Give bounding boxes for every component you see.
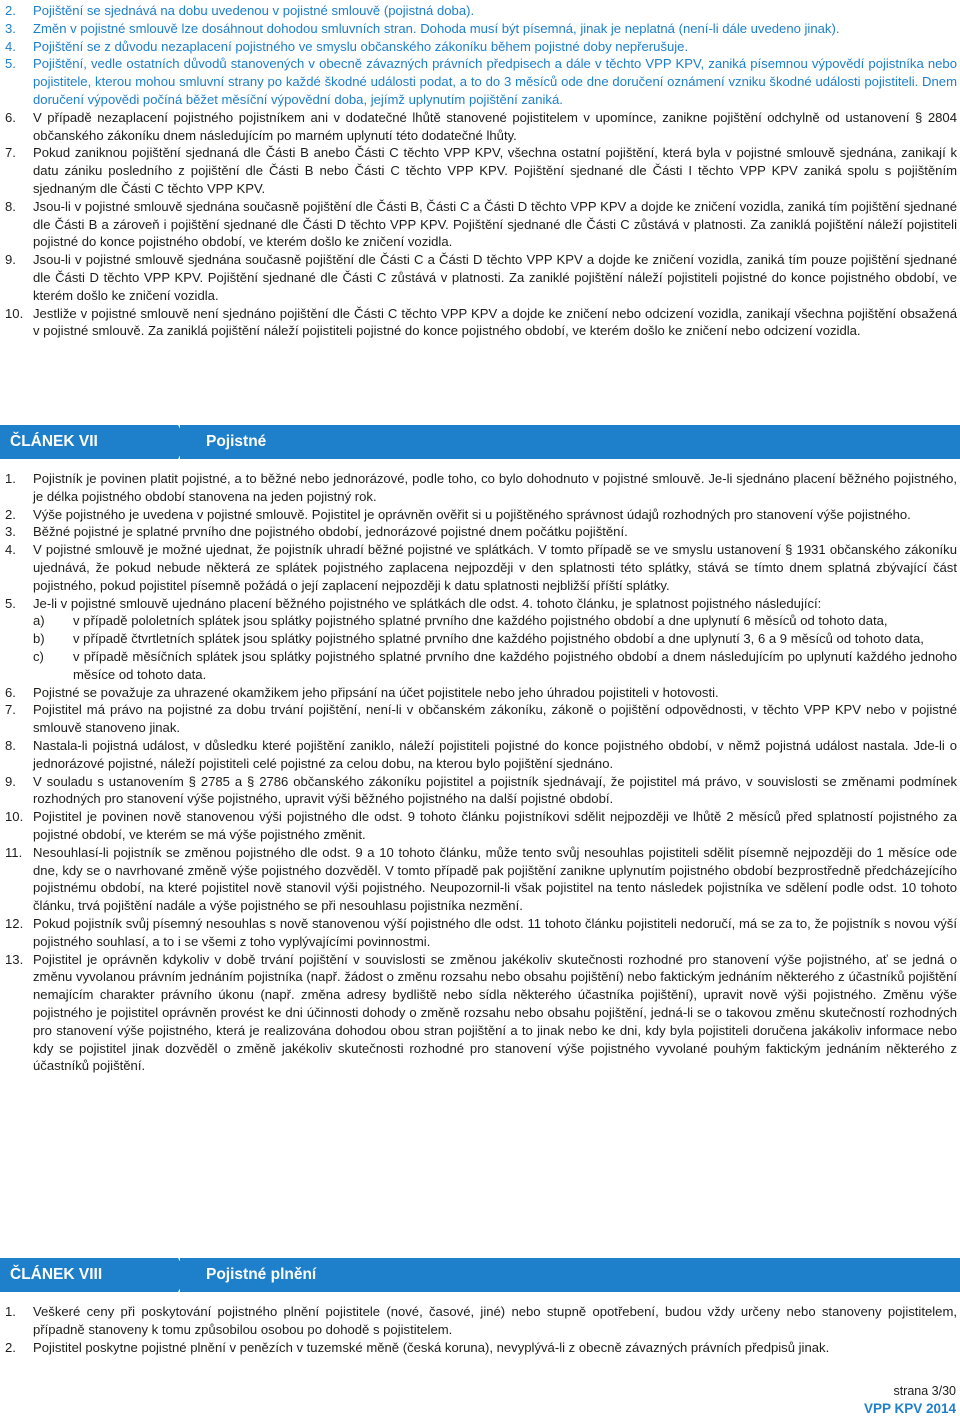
item-number: 10.: [5, 809, 24, 825]
item-text: Pojištění se sjednává na dobu uvedenou v pojistné smlouvě (pojistná doba).: [33, 3, 475, 18]
list-item: [5, 684, 957, 702]
sub-item-letter: c): [33, 648, 44, 664]
item-text: Pokud pojistník svůj písemný nesouhlas s nově stanovenou výší pojistného dle odst. 11 tohoto článku pojistiteli nedoručí, má se za to, že pojistník s novou výší pojistného souhlasí, a to i se všemi z toho vyplývajícími povinnostmi.: [33, 915, 957, 949]
list-item: [5, 305, 957, 341]
list-item: [5, 506, 957, 524]
item-number: 11.: [5, 844, 23, 860]
sub-item-letter: a): [33, 613, 45, 629]
item-number: 4.: [5, 542, 16, 558]
item-number: 13.: [5, 951, 24, 967]
sub-item: [5, 648, 957, 684]
list-item: [5, 1303, 957, 1339]
article-heading: [0, 1258, 960, 1292]
item-text: Pojistitel má právo na pojistné za dobu trvání pojištění, není-li v občanském zákoníku, zákoně o pojištění odpovědnosti, v těchto VPP KPV nebo v pojistné smlouvě stanoveno jinak.: [33, 702, 957, 736]
article-heading: [0, 425, 960, 459]
list-item: [5, 737, 957, 773]
sub-item: [5, 612, 957, 630]
article-title: Pojistné plnění: [180, 1258, 960, 1292]
item-number: 3.: [5, 524, 16, 540]
sub-item-text: v případě měsíčních splátek jsou splátky pojistného splatné prvního dne každého pojistného období a dnem následujícím po uplynutí každého jednoho měsíce od tohoto data.: [73, 648, 957, 682]
item-text: Pojištění se z důvodu nezaplacení pojistného ve smyslu občanského zákoníku během pojistné doby nepřerušuje.: [33, 38, 689, 54]
item-text: V souladu s ustanovením § 2785 a § 2786 občanského zákoníku pojistitel a pojistník sjednávají, že pojistitel má právo, v souvislosti se změnami podmínek rozhodných pro stanovení výše pojistného, upravit výši běžného pojistného na další pojistné období.: [33, 773, 957, 807]
item-number: 2.: [5, 1339, 16, 1355]
list-item: [5, 470, 957, 506]
item-number: 1.: [5, 471, 16, 486]
item-text: Jestliže v pojistné smlouvě není sjednáno pojištění dle Části C těchto VPP KPV a dojde ke zničení nebo odcizení vozidla, zanikají všechna pojištění obsažená v pojistné smlouvě. Za zaniklá pojištění náleží pojistiteli pojistné do konce pojistného období, ve kterém došlo ke zničení nebo odcizení vozidla.: [33, 305, 957, 339]
item-text: Pojistitel je oprávněn kdykoliv v době trvání pojištění v souvislosti se změnou jakékoliv skutečnosti rozhodné pro stanovení výše pojistného, ať se jedná o změnu vyvolanou právním jednáním pojistníka (např. žádost o změnu rozsahu nebo obsahu pojištění) nebo faktickým jednáním některého z účastníků pojištění nemajícím charakter právního úkonu (např. změna adresy bydliště nebo sídla některého účastníka pojištění), upravit nově výši pojistného. Změnu výše pojistného je pojistitel oprávněn provést ke dni účinnosti dohody o změně rozsahu nebo obsahu pojištění, jedná-li se o takovou změnu skutečností rozhodných pro stanovení výše pojistného, která je realizována dohodou obou stran pojištění a to jinak nebo ke dni, kdy byla pojistiteli doručena jakákoliv informace nebo kdy se pojistitel jinak dozvěděl o změně jakékoliv skutečnosti rozhodné pro stanovení výše pojistného vyvolané pouhým faktickým jednáním některého z účastníků pojištění.: [33, 951, 957, 1074]
article-7-list: [5, 470, 957, 1075]
item-text: Změn v pojistné smlouvě lze dosáhnout dohodou smluvních stran. Dohoda musí být písemná, jinak je neplatná (není-li dále uvedeno jinak).: [33, 20, 840, 36]
list-item: [5, 541, 957, 594]
article-8-list: [5, 1303, 957, 1356]
list-item: [5, 595, 957, 613]
item-text: Pojistitel je povinen nově stanovenou výši pojistného dle odst. 9 tohoto článku pojistníkovi sdělit nejpozději ve lhůtě 2 měsíců před splatností pojistného za pojistné období, ve kterém se má výše pojistného změnit.: [33, 809, 957, 842]
item-text: V pojistné smlouvě je možné ujednat, že pojistník uhradí běžné pojistné ve splátkách. V tomto případě se ve smyslu ustanovení § 1931 občanského zákoníku ujednává, že pokud nebude některá ze splátek pojistného zaplacena nejpozději v den splatnosti této splátky, stává se tímto dnem splatná zbývající část pojistného, pokud pojistitel písemně požádá o její zaplacení nejpozději k datu splatnosti nejbližší příští splátky.: [33, 542, 957, 593]
item-number: 12.: [5, 915, 24, 931]
item-number: 1.: [5, 1304, 16, 1319]
item-number: 7.: [5, 145, 16, 161]
item-text: Pojistitel poskytne pojistné plnění v penězích v tuzemské měně (česká koruna), nevyplývá-li z obecně závazných právních předpisů jinak.: [33, 1339, 830, 1355]
item-number: 9.: [5, 252, 16, 268]
item-number: 3.: [5, 20, 16, 36]
item-number: 5.: [5, 56, 16, 72]
item-text: Jsou-li v pojistné smlouvě sjednána současně pojištění dle Části B, Části C a Části D těchto VPP KPV a dojde ke zničení vozidla, zaniká tím pojištění sjednané dle Části B a zároveň i pojištění sjednané dle Části D těchto VPP KPV. Pojištění sjednané dle Části C zůstává v platnosti. Za zaniklá pojištění náleží pojistiteli pojistné do konce pojistného období, ve kterém došlo ke zničení vozidla.: [33, 198, 957, 250]
sub-item: [5, 630, 957, 648]
list-item: [5, 951, 957, 1076]
list-item: [5, 251, 957, 304]
item-number: 4.: [5, 38, 16, 54]
sub-item-letter: b): [33, 631, 45, 647]
list-item: [5, 144, 957, 197]
list-item: [5, 55, 957, 108]
item-text: Pokud zaniknou pojištění sjednaná dle Části B anebo Části C těchto VPP KPV, všechna ostatní pojištění, která byla v pojistné smlouvě sjednána, zanikají k datu zániku posledního z pojištění dle Části B nebo Části C těchto VPP KPV. Pojištění sjednané dle Části I těchto VPP KPV zaniká spolu s pojištěním sjednaným dle Části C těchto VPP KPV.: [33, 145, 957, 196]
item-number: 8.: [5, 198, 16, 214]
list-item: [5, 20, 957, 38]
list-item: [5, 38, 957, 56]
page-footer: [864, 1383, 956, 1417]
list-item: [5, 109, 957, 145]
item-number: 8.: [5, 737, 16, 753]
section-top-list: [5, 2, 957, 340]
item-number: 10.: [5, 305, 24, 321]
item-text: Je-li v pojistné smlouvě ujednáno placení běžného pojistného ve splátkách dle odst. 4. tohoto článku, je splatnost pojistného následující:: [33, 595, 822, 611]
list-item: [5, 808, 957, 844]
list-item: [5, 198, 957, 251]
item-text: Nastala-li pojistná událost, v důsledku které pojištění zaniklo, náleží pojistiteli pojistné do konce pojistného období, v němž pojistná událost nastala. Jde-li o jednorázové pojistné, náleží pojistiteli celé pojistné za celou dobu, na kterou bylo pojištění sjednáno.: [33, 737, 957, 771]
article-label: ČLÁNEK VII: [0, 425, 178, 459]
item-number: 9.: [5, 773, 16, 789]
article-title: Pojistné: [180, 425, 960, 459]
item-number: 5.: [5, 595, 16, 611]
sub-item-text: v případě čtvrtletních splátek jsou splátky pojistného splatné prvního dne každého pojistného období a dne uplynutí 3, 6 a 9 měsíců od tohoto data,: [73, 631, 924, 647]
item-text: V případě nezaplacení pojistného pojistníkem ani v dodatečné lhůtě stanovené pojistitelem v upomínce, zanikne pojištění odchylně od ustanovení § 2804 občanského zákoníku dnem následujícím po marném uplynutí této dodatečné lhůty.: [33, 109, 957, 143]
page-number: strana 3/30: [893, 1384, 956, 1398]
article-label: ČLÁNEK VIII: [0, 1258, 178, 1292]
item-text: Pojistné se považuje za uhrazené okamžikem jeho připsání na účet pojistitele nebo jeho úhradou pojistiteli v hotovosti.: [33, 684, 719, 700]
list-item: [5, 1339, 957, 1357]
list-item: [5, 773, 957, 809]
item-number: 7.: [5, 702, 16, 718]
item-text: Nesouhlasí-li pojistník se změnou pojistného dle odst. 9 a 10 tohoto článku, může tento svůj nesouhlas pojistiteli sdělit písemně nejpozději do 1 měsíce ode dne, kdy se o navrhované změně výše pojistného dozvěděl. V tomto případě pak pojištění zanikne uplynutím pojistného období bezprostředně předcházejícího pojistnému období, na které pojistitel nově stanovil výši pojistného. Neupozornil-li však pojistitel na tento následek pojistníka ve sdělení podle odst. 10 tohoto článku, trvá pojištění nadále a výše pojistného se při nesouhlasu pojistníka nezmění.: [33, 844, 957, 914]
list-item: [5, 2, 957, 20]
item-text: Výše pojistného je uvedena v pojistné smlouvě. Pojistitel je oprávněn ověřit si u pojištěného správnost údajů rozhodných pro stanovení výše pojistného.: [33, 506, 911, 522]
item-text: Běžné pojistné je splatné prvního dne pojistného období, jednorázové pojistné dnem počátku pojištění.: [33, 524, 628, 540]
list-item: [5, 701, 957, 737]
item-text: Pojištění, vedle ostatních důvodů stanovených v obecně závazných právních předpisech a dále v těchto VPP KPV, zaniká písemnou výpovědí pojistníka nebo pojistitele, kterou mohou smluvní strany po každé škodné události podat, a to do 3 měsíců ode dne doručení oznámení vzniku škodné události pojistiteli. Dnem doručení výpovědi počíná běžet měsíční výpovědní doba, jejímž uplynutím pojištění zaniká.: [33, 56, 957, 107]
item-text: Veškeré ceny při poskytování pojistného plnění pojistitele (nové, časové, jiné) nebo stupně opotřebení, budou vždy určeny nebo stanoveny pojistitelem, případně stanoveny k tomu způsobilou osobou po dohodě s pojistitelem.: [33, 1304, 957, 1337]
item-number: 2.: [5, 506, 16, 522]
sub-item-text: v případě pololetních splátek jsou splátky pojistného splatné prvního dne každého pojistného období a dne uplynutí 6 měsíců od tohoto data,: [73, 613, 888, 629]
item-text: Jsou-li v pojistné smlouvě sjednána současně pojištění dle Části C a Části D těchto VPP KPV a dojde ke zničení vozidla, zaniká tím pouze pojištění sjednané dle Části D těchto VPP KPV. Pojištění sjednané dle Části C zůstává v platnosti. Za zaniklé pojištění náleží pojistiteli pojistné do konce pojistného období, ve kterém došlo ke zničení vozidla.: [33, 252, 957, 303]
document-code: VPP KPV 2014: [863, 1401, 956, 1416]
list-item: [5, 915, 957, 951]
item-number: 6.: [5, 109, 16, 125]
list-item: [5, 844, 957, 915]
list-item: [5, 523, 957, 541]
item-number: 6.: [5, 684, 16, 700]
item-text: Pojistník je povinen platit pojistné, a to běžné nebo jednorázové, podle toho, co bylo dohodnuto v pojistné smlouvě. Je-li sjednáno placení běžného pojistného, je délka pojistného období stanovena na jeden pojistný rok.: [33, 471, 957, 504]
item-number: 2.: [5, 3, 16, 18]
